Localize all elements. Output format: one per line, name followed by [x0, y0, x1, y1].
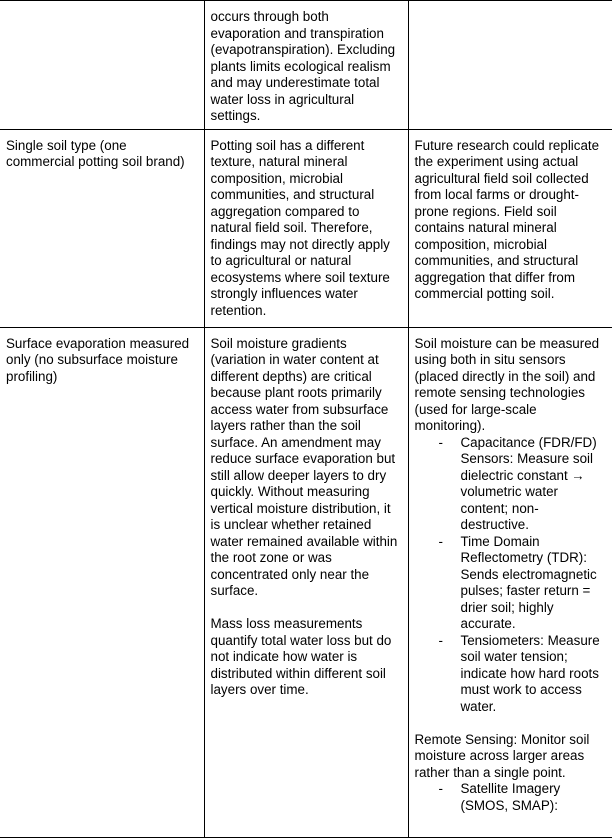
limitation-cell [0, 1, 204, 130]
remote-sensing-intro: Remote Sensing: Monitor soil moisture across larger areas rather than a single point. [414, 731, 590, 780]
list-item-text: Satellite Imagery (SMOS, SMAP): [460, 781, 561, 813]
spacer [415, 715, 607, 732]
dash-marker: - [438, 781, 443, 796]
dash-marker: - [438, 434, 443, 450]
limitation-cell [0, 129, 204, 327]
improvement-cell [408, 129, 612, 327]
impact-paragraph-1: Soil moisture gradients (variation in water content at different depths) are critical because plant roots primarily access water from subsurface layers rather than the soil surface. An amendment may reduce surface evaporation but still allow deeper layers to dry quickly. Without measuring vertical moisture distribution, it is unclear whether retained water remained available within the root zone or was concentrated only near the surface. [210, 335, 398, 598]
improvement-intro: Soil moisture can be measured using both in situ sensors (placed directly in the soil) and remote sensing technologies (used for large-scale monitoring). [414, 335, 600, 433]
improvement-cell [408, 327, 612, 837]
impact-text: occurs through both evaporation and transpiration (evapotranspiration). Excluding plants limits ecological realism and may underestimate total water loss in agricultural settings. [210, 9, 396, 123]
dash-marker: - [438, 533, 443, 549]
dash-marker: - [438, 632, 443, 648]
impact-cell [204, 327, 408, 837]
impact-cell [204, 1, 408, 130]
limitation-text: Surface evaporation measured only (no subsurface moisture profiling) [6, 335, 190, 384]
list-item-text: Time Domain Reflectometry (TDR): Sends electromagnetic pulses; faster return = drier soil; highly accurate. [460, 533, 597, 631]
impact-paragraph-2: Mass loss measurements quantify total water loss but do not indicate how water is distributed within different soil layers over time. [210, 616, 392, 697]
limitation-cell [0, 327, 204, 837]
improvement-text: Future research could replicate the experiment using actual agricultural field soil collected from local farms or drought-prone regions. Field soil contains natural mineral composition, microbial communities, and structural aggregation that differ from commercial potting soil. [414, 137, 600, 301]
impact-cell [204, 129, 408, 327]
list-item-text: Tensiometers: Measure soil water tension; indicate how hard roots must work to access water. [460, 632, 600, 714]
list-item [415, 781, 607, 814]
table-row [0, 1, 612, 130]
limitation-text: Single soil type (one commercial potting soil brand) [6, 137, 185, 169]
sensor-list [415, 435, 607, 716]
list-item [415, 435, 607, 534]
list-item [415, 633, 607, 716]
table-row [0, 327, 612, 837]
list-item [415, 534, 607, 633]
impact-text: Potting soil has a different texture, natural mineral composition, microbial communities, and structural aggregation compared to natural field soil. Therefore, findings may not directly apply to agricultural or natural ecosystems where soil texture strongly influences water retention. [210, 137, 390, 318]
remote-sensing-list [415, 781, 607, 814]
list-item-text: Capacitance (FDR/FD) Sensors: Measure soil dielectric constant → volumetric water content; non-destructive. [460, 434, 597, 532]
improvement-cell [408, 1, 612, 130]
table-row [0, 129, 612, 327]
